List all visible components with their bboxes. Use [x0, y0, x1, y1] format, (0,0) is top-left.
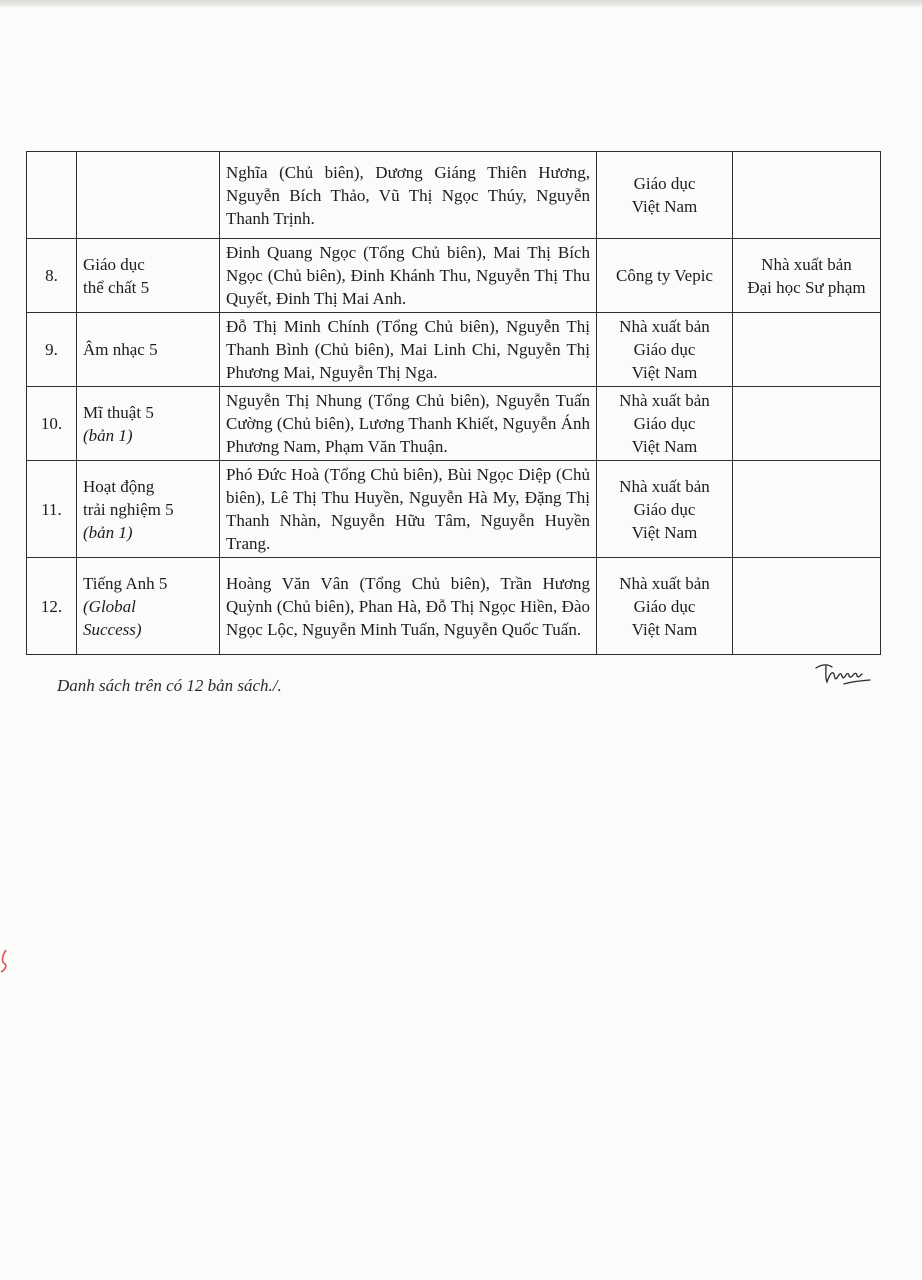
row-number: 8.	[27, 239, 77, 313]
table-row	[27, 461, 881, 558]
publisher-cell	[597, 461, 733, 558]
textbook-table	[26, 151, 881, 655]
book-title	[77, 152, 220, 239]
publisher-line: Giáo dục	[633, 499, 696, 519]
authors-cell: Đinh Quang Ngọc (Tổng Chủ biên), Mai Thị Bích Ngọc (Chủ biên), Đinh Khánh Thu, Nguyễn Thị Thu Quyết, Đinh Thị Mai Anh.	[220, 239, 597, 313]
title-line: thể chất 5	[83, 277, 150, 297]
publisher-line: Nhà xuất bản	[619, 317, 710, 336]
book-title	[77, 461, 220, 558]
book-title	[77, 558, 220, 655]
publisher-cell	[597, 152, 733, 239]
row-number	[27, 152, 77, 239]
authors-cell: Hoàng Văn Vân (Tổng Chủ biên), Trần Hương Quỳnh (Chủ biên), Phan Hà, Đỗ Thị Ngọc Hiền, Đào Ngọc Lộc, Nguyễn Minh Tuấn, Nguyễn Quốc Tuấn.	[220, 558, 597, 655]
publisher-line: Việt Nam	[631, 522, 698, 542]
publisher-line: Giáo dục	[633, 340, 696, 359]
row-number: 12.	[27, 558, 77, 655]
row-number: 10.	[27, 387, 77, 461]
table-row	[27, 313, 881, 387]
title-line: Giáo dục	[83, 254, 145, 274]
authors-cell: Phó Đức Hoà (Tổng Chủ biên), Bùi Ngọc Diệp (Chủ biên), Lê Thị Thu Huyền, Nguyễn Hà My, Đặng Thị Thanh Nhàn, Nguyễn Hữu Tâm, Nguyễn Huyền Trang.	[220, 461, 597, 558]
publisher-line: Giáo dục	[633, 596, 696, 616]
publisher-line: Nhà xuất bản	[619, 476, 710, 496]
row-number: 11.	[27, 461, 77, 558]
publisher-cell	[597, 387, 733, 461]
book-title	[77, 387, 220, 461]
title-line: Mĩ thuật 5	[83, 402, 154, 422]
title-line: Hoạt động	[83, 476, 155, 496]
title-edition: (bản 1)	[83, 522, 133, 542]
title-line: trải nghiệm 5	[83, 499, 174, 519]
scan-edge	[0, 0, 922, 7]
distributor-cell	[733, 558, 881, 655]
title-series: (Global	[83, 596, 136, 616]
title-series: Success)	[83, 619, 142, 639]
publisher-line: Giáo dục	[633, 174, 696, 193]
publisher-cell	[597, 239, 733, 313]
distributor-cell	[733, 387, 881, 461]
red-margin-mark	[0, 948, 8, 974]
authors-cell: Nguyễn Thị Nhung (Tổng Chủ biên), Nguyễn Tuấn Cường (Chủ biên), Lương Thanh Khiết, Nguyễn Ánh Phương Nam, Phạm Văn Thuận.	[220, 387, 597, 461]
publisher-cell	[597, 313, 733, 387]
authors-cell: Đỗ Thị Minh Chính (Tổng Chủ biên), Nguyễn Thị Thanh Bình (Chủ biên), Mai Linh Chi, Nguyễn Thị Phương Mai, Nguyễn Thị Nga.	[220, 313, 597, 387]
publisher-line: Nhà xuất bản	[619, 573, 710, 593]
distributor-cell	[733, 461, 881, 558]
book-title	[77, 313, 220, 387]
table-row	[27, 239, 881, 313]
publisher-cell	[597, 558, 733, 655]
distributor-line: Đại học Sư phạm	[747, 277, 866, 297]
distributor-cell	[733, 313, 881, 387]
publisher-line: Việt Nam	[631, 437, 698, 456]
table-row	[27, 558, 881, 655]
distributor-line: Nhà xuất bản	[761, 254, 852, 274]
list-summary-note: Danh sách trên có 12 bản sách./.	[57, 676, 282, 695]
table-row	[27, 152, 881, 239]
publisher-line: Việt Nam	[631, 197, 698, 216]
title-line: Âm nhạc 5	[83, 340, 158, 359]
publisher-line: Công ty Vepic	[616, 266, 713, 285]
distributor-cell	[733, 152, 881, 239]
title-edition: (bản 1)	[83, 425, 133, 445]
authors-cell: Nghĩa (Chủ biên), Dương Giáng Thiên Hương, Nguyễn Bích Thảo, Vũ Thị Ngọc Thúy, Nguyễn Thanh Trịnh.	[220, 152, 597, 239]
publisher-line: Nhà xuất bản	[619, 391, 710, 410]
signature-initials	[814, 660, 874, 690]
distributor-cell	[733, 239, 881, 313]
publisher-line: Giáo dục	[633, 414, 696, 433]
publisher-line: Việt Nam	[631, 619, 698, 639]
publisher-line: Việt Nam	[631, 363, 698, 382]
book-title	[77, 239, 220, 313]
table-row	[27, 387, 881, 461]
title-line: Tiếng Anh 5	[83, 573, 168, 593]
row-number: 9.	[27, 313, 77, 387]
